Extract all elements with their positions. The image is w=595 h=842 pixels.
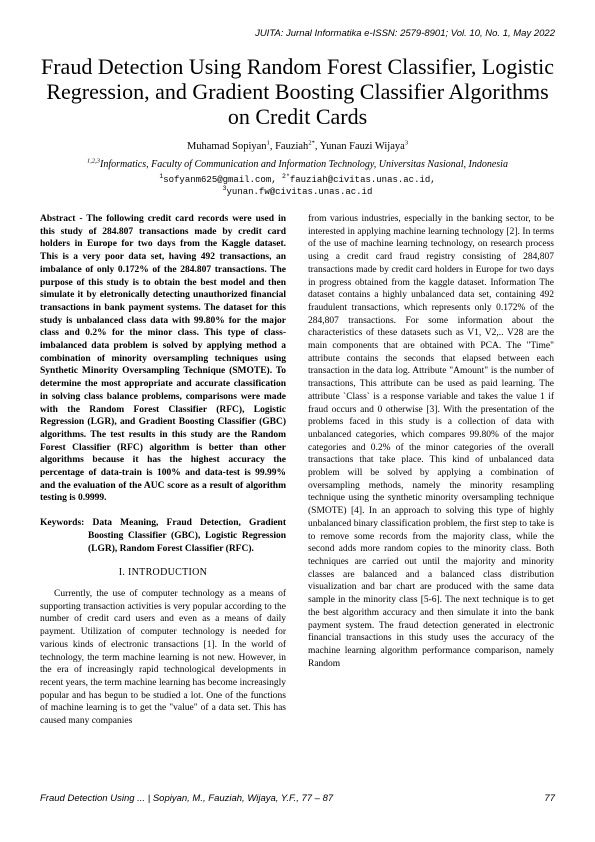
email-sup: 3 <box>222 185 227 192</box>
paper-title: Fraud Detection Using Random Forest Classifier, Logistic Regression, and Gradient Boosting Classifier Algorithms on Credit Cards <box>41 54 554 129</box>
intro-paragraph-left: Currently, the use of computer technology as a means of supporting transaction activities is very popular according to the number of credit card users and even as a means of daily payment. Utilization of computer technology is needed for various kinds of electronic transactions [1]. In the world of technology, the term machine learning is not new. However, in the era of increasingly rapid technological developments in recent years, the term machine learning has become increasingly popular and has begun to be studied a lot. One of the functions of machine learning is to get the "value" of a data set. This has caused many companies <box>40 588 286 727</box>
affiliation <box>40 159 555 170</box>
abstract: Abstract - The following credit card records were used in this study of 284.807 transactions made by credit card holders in Europe for two days from the Kaggle dataset. This is a very poor data set, having 492 transactions, an imbalance of only 0.172% of the 284.807 transactions. The purpose of this study is to obtain the best model and then simulate it by eletronically detecting unauthorized financial transactions in bank payment systems. The dataset for this study is unbalanced class data with 99.80% for the major class and 0.2% for the minor class. This type of class-imbalanced data problem is solved by applying method a combination of minority oversampling techniques using Synthetic Minority Oversampling Technique (SMOTE). To determine the most appropriate and accurate classification in solving class balance problems, comparisons were made with the Random Forest Classifier (RFC), Logistic Regression (LGR), and Gradient Boosting Classifier (GBC) algorithms. The test results in this study are the Random Forest Classifier (RFC) algorithm is better than other algorithms because it has the highest accuracy the percentage of data-train is 100% and data-test is 99.99% and the evaluation of the AUC score as a result of algorithm testing is 0.9999. <box>40 214 286 504</box>
email-address[interactable]: sofyanm625@gmail.com, <box>163 175 277 185</box>
page-footer: Fraud Detection Using ... | Sopiyan, M., Fauziah, Wijaya, Y.F., 77 – 87 <box>40 793 334 804</box>
author-sup: 2* <box>308 139 315 147</box>
author-name: Muhamad Sopiyan <box>186 141 267 152</box>
right-column <box>308 213 554 670</box>
email-sup: 2* <box>282 173 290 180</box>
author-list: Muhamad Sopiyan$^1$, Fauziah$^{2*}$, Yunan Fauzi Wijaya$^3$ <box>186 139 409 152</box>
author-sup: 1 <box>266 139 270 147</box>
email-line-2 <box>40 187 555 197</box>
section-heading: I. INTRODUCTION <box>118 567 208 579</box>
affiliation-sup: 1,2,3 <box>87 157 101 165</box>
keywords: Keywords: Data Meaning, Fraud Detection, Gradient Boosting Classifier (GBC), Logistic Regression (LGR), Random Forest Classifier (RFC). <box>40 518 286 554</box>
page-number: 77 <box>544 793 555 804</box>
author-sup: 3 <box>404 139 409 147</box>
intro-paragraph-right: from various industries, especially in the banking sector, to be interested in applying machine learning technology [2]. In terms of the use of machine learning technology, on research process using a credit card fraud registry consisting of 284,807 transactions made by credit card holders in Europe for two days in progress obtained from the kaggle dataset. Information The dataset contains a highly unbalanced data set, containing 492 fraudulent transactions, which represents only 0.172% of the 284,807 transactions. For some information about the characteristics of these datasets such as V1, V2,.. V28 are the main components that are obtained with PCA. The "Time" attribute contains the seconds that elapsed between each transaction in the data log. Attribute "Amount" is the number of transactions, This attribute can be used as paid learning. The attribute `Class` is a response variable and takes the value 1 if fraud occurs and 0 otherwise [3]. With the presentation of the problems faced in this study is a collection of data with unbalanced categories, which compares 99.80% of the major categories and 0.2% of the minor categories of the overall transactions that take place. This kind of unbalanced data problem will be solved by applying a combination of oversampling methods, namely the minority resampling technique using the synthetic minority oversampling technique (SMOTE) [4]. In an approach to solving this type of highly unbalanced binary classification problem, the first step to take is to remove some records from the majority class, while the second adds more random copies to the minority class. Both techniques are carried out until the majority and minority classes are balanced and a balanced class distribution visualization and bar chart are produced with the same data sample in the minority class [5-6]. The next technique is to get the best algorithm accuracy and then simulate it into the bank payment system. The fraud detection generated in electronic financial transactions in this study uses the accuracy of the machine learning algorithm performance comparison, namely Random <box>308 214 554 669</box>
email-address[interactable]: yunan.fw@civitas.unas.ac.id <box>226 187 373 197</box>
affiliation-text: Informatics, Faculty of Communication and Information Technology, Universitas Nasional, Indonesia <box>100 159 508 170</box>
journal-header: JUITA: Jurnal Informatika e-ISSN: 2579-8901; Vol. 10, No. 1, May 2022 <box>255 28 555 39</box>
email-line-1 <box>40 175 555 185</box>
email-sup: 1 <box>159 173 164 180</box>
email-address[interactable]: fauziah@civitas.unas.ac.id, <box>289 175 436 185</box>
author-name: Yunan Fauzi Wijaya <box>319 141 405 152</box>
author-name: Fauziah <box>275 141 309 152</box>
left-column <box>40 213 286 728</box>
